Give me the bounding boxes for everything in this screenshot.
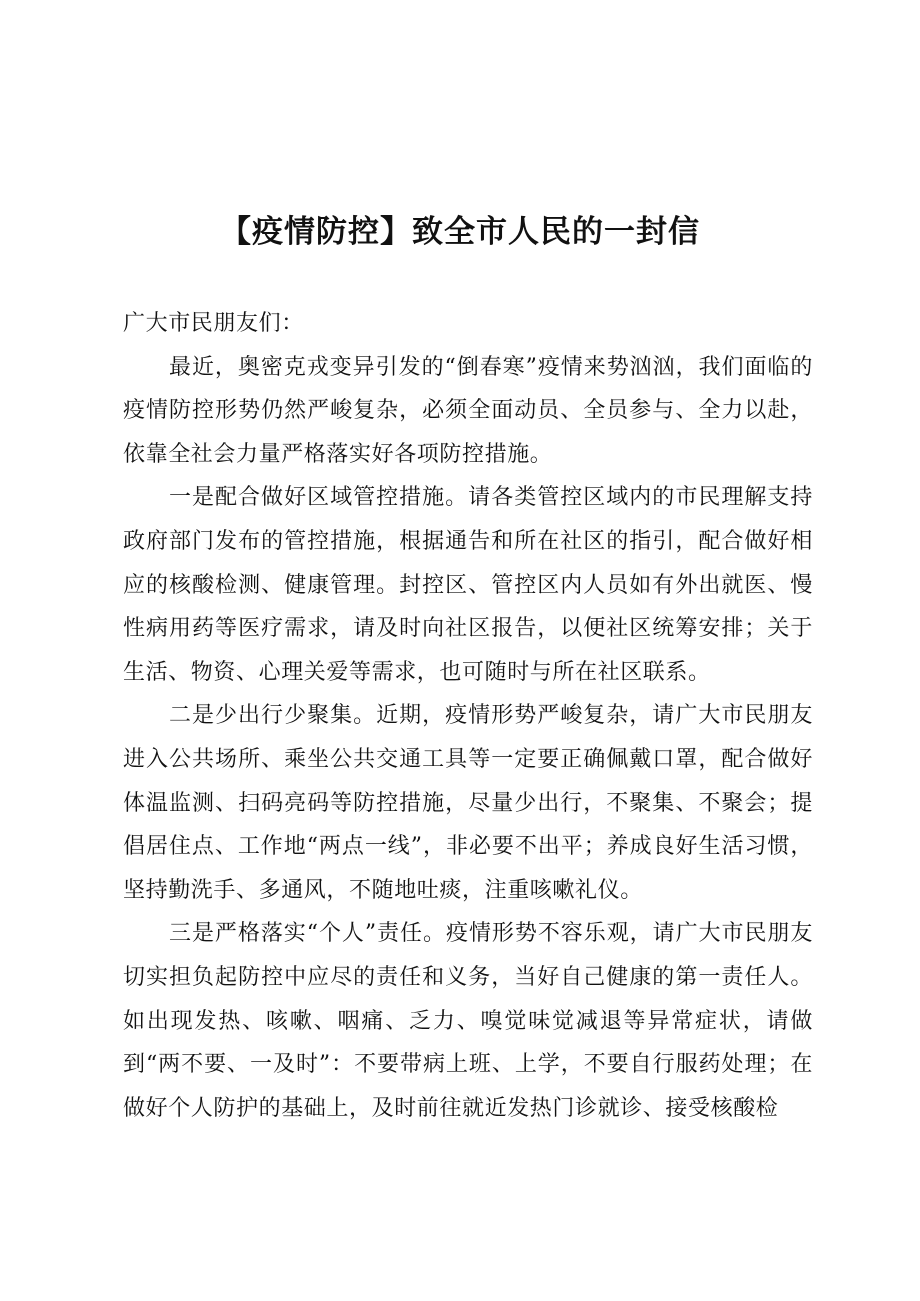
salutation: 广大市民朋友们： bbox=[123, 311, 304, 336]
paragraph-area-control: 一是配合做好区域管控措施。请各类管控区域内的市民理解支持政府部门发布的管控措施，根据通告和所在社区的指引，配合做好相应的核酸检测、健康管理。封控区、管控区内人员如有外出就医、慢性病用药等医疗需求，请及时向社区报告，以便社区统筹安排；关于生活、物资、心理关爱等需求，也可随时与所在社区联系。 bbox=[123, 485, 813, 685]
document-title: 【疫情防控】致全市人民的一封信 bbox=[220, 214, 700, 250]
paragraph-intro: 最近，奥密克戎变异引发的“倒春寒”疫情来势汹汹，我们面临的疫情防控形势仍然严峻复杂，必须全面动员、全员参与、全力以赴，依靠全社会力量严格落实好各项防控措施。 bbox=[123, 354, 813, 467]
paragraph-less-travel: 二是少出行少聚集。近期，疫情形势严峻复杂，请广大市民朋友进入公共场所、乘坐公共交通工具等一定要正确佩戴口罩，配合做好体温监测、扫码亮码等防控措施，尽量少出行，不聚集、不聚会；提倡居住点、工作地“两点一线”，非必要不出平；养成良好生活习惯，坚持勤洗手、多通风，不随地吐痰，注重咳嗽礼仪。 bbox=[123, 703, 813, 903]
paragraph-personal-responsibility: 三是严格落实“个人”责任。疫情形势不容乐观，请广大市民朋友切实担负起防控中应尽的责任和义务，当好自己健康的第一责任人。如出现发热、咳嗽、咽痛、乏力、嗅觉味觉减退等异常症状，请做到“两不要、一及时”：不要带病上班、上学，不要自行服药处理；在做好个人防护的基础上，及时前往就近发热门诊就诊、接受核酸检 bbox=[123, 921, 813, 1121]
letter-body bbox=[123, 302, 813, 1130]
